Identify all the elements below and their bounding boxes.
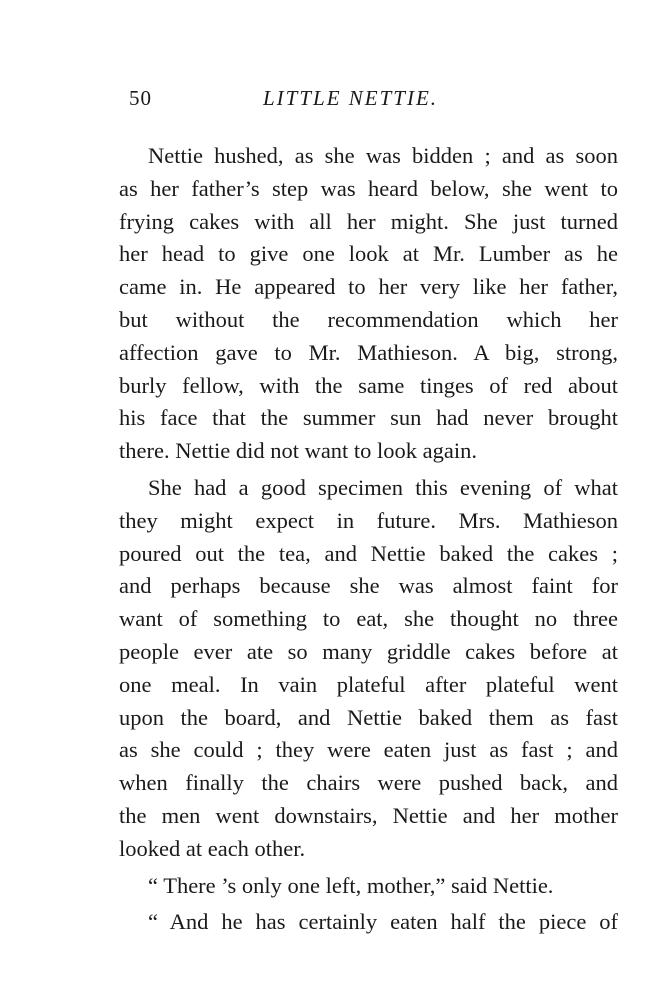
paragraph <box>119 906 618 939</box>
text-line: burly fellow, with the same tinges of red about <box>119 372 618 398</box>
text-line: her head to give one look at Mr. Lumber as he <box>119 241 618 267</box>
paragraph <box>119 472 618 866</box>
text-line: came in. He appeared to her very like her father, <box>119 274 618 300</box>
page-header <box>120 86 540 116</box>
text-line: the men went downstairs, Nettie and her mother <box>119 802 618 828</box>
text-line: there. Nettie did not want to look again. <box>119 438 478 464</box>
text-line: frying cakes with all her might. She just turned <box>119 208 618 234</box>
text-line: people ever ate so many griddle cakes before at <box>119 638 618 664</box>
text-line: and perhaps because she was almost faint for <box>119 573 618 599</box>
text-line: but without the recommendation which her <box>119 306 618 332</box>
text-line: Nettie hushed, as she was bidden ; and as soon <box>148 143 618 168</box>
body-text <box>119 140 618 939</box>
text-line: want of something to eat, she thought no three <box>119 606 618 632</box>
text-line: poured out the tea, and Nettie baked the cakes ; <box>119 540 618 566</box>
text-line: they might expect in future. Mrs. Mathieson <box>119 507 618 533</box>
text-line: as she could ; they were eaten just as fast ; and <box>119 737 618 763</box>
text-line: looked at each other. <box>119 835 306 861</box>
paragraph <box>119 140 618 468</box>
text-line: as her father’s step was heard below, she went to <box>119 175 618 201</box>
text-line: “ And he has certainly eaten half the piece of <box>148 909 618 935</box>
page-number: 50 <box>129 86 152 110</box>
text-line: when finally the chairs were pushed back, and <box>119 770 618 796</box>
text-line: She had a good specimen this evening of what <box>148 474 618 500</box>
paragraph <box>119 870 618 903</box>
text-line: “ There ’s only one left, mother,” said Nettie. <box>148 872 554 898</box>
text-line: affection gave to Mr. Mathieson. A big, strong, <box>119 339 618 365</box>
text-line: his face that the summer sun had never brought <box>119 405 618 431</box>
text-line: upon the board, and Nettie baked them as fast <box>119 704 618 730</box>
text-line: one meal. In vain plateful after plateful went <box>119 671 618 697</box>
running-title: LITTLE NETTIE. <box>263 86 439 110</box>
